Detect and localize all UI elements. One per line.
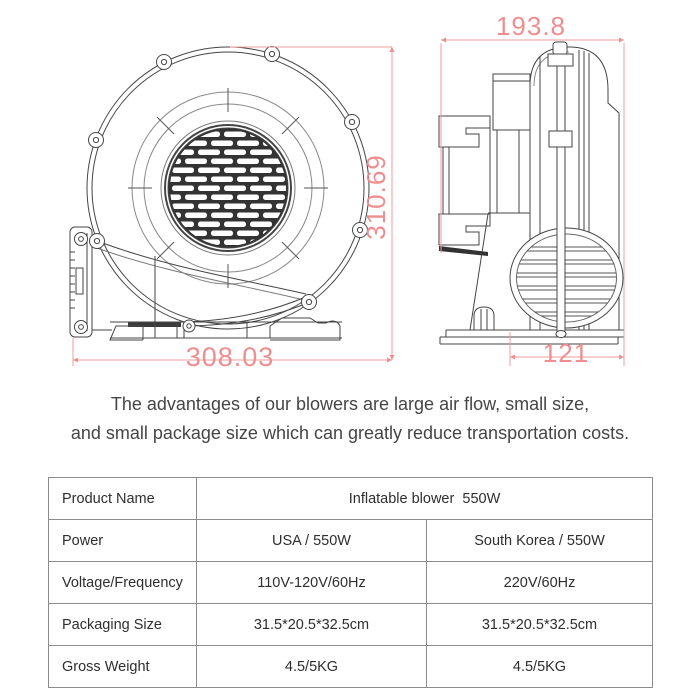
spec-value-power-kr: South Korea / 550W [427, 520, 653, 562]
spec-label-weight: Gross Weight [49, 646, 197, 688]
dim-front-width: 308.03 [185, 342, 275, 372]
table-row-packaging [49, 604, 653, 646]
spec-label-product-name: Product Name [49, 478, 197, 520]
table-row-product-name [49, 478, 653, 520]
spec-label-packaging: Packaging Size [49, 604, 197, 646]
spec-value-packaging-kr: 31.5*20.5*32.5cm [427, 604, 653, 646]
spec-label-power: Power [49, 520, 197, 562]
spec-value-packaging-usa: 31.5*20.5*32.5cm [197, 604, 427, 646]
spec-value-power-usa: USA / 550W [197, 520, 427, 562]
spec-value-weight-kr: 4.5/5KG [427, 646, 653, 688]
intake-cage [510, 228, 623, 328]
side-base [440, 330, 624, 344]
table-row-power [49, 520, 653, 562]
spec-value-voltage-kr: 220V/60Hz [427, 562, 653, 604]
spec-table [48, 477, 653, 688]
table-row-voltage [49, 562, 653, 604]
advantages-paragraph [0, 390, 700, 448]
side-view-drawing [439, 11, 624, 368]
spec-value-voltage-usa: 110V-120V/60Hz [197, 562, 427, 604]
spec-value-weight-usa: 4.5/5KG [197, 646, 427, 688]
advantages-line-2: and small package size which can greatly reduce transportation costs. [70, 423, 630, 443]
side-flange-brackets [439, 116, 490, 256]
front-view-drawing [70, 47, 392, 373]
dim-side-base: 121 [542, 338, 590, 368]
dim-side-depth: 193.8 [495, 11, 567, 41]
spec-label-voltage: Voltage/Frequency [49, 562, 197, 604]
advantages-line-1: The advantages of our blowers are large air flow, small size, [110, 394, 590, 414]
spec-value-product-name: Inflatable blower 550W [197, 478, 653, 520]
front-grille [168, 128, 288, 248]
dim-front-height: 310.69 [361, 154, 391, 240]
table-row-weight [49, 646, 653, 688]
side-foot [474, 307, 494, 330]
